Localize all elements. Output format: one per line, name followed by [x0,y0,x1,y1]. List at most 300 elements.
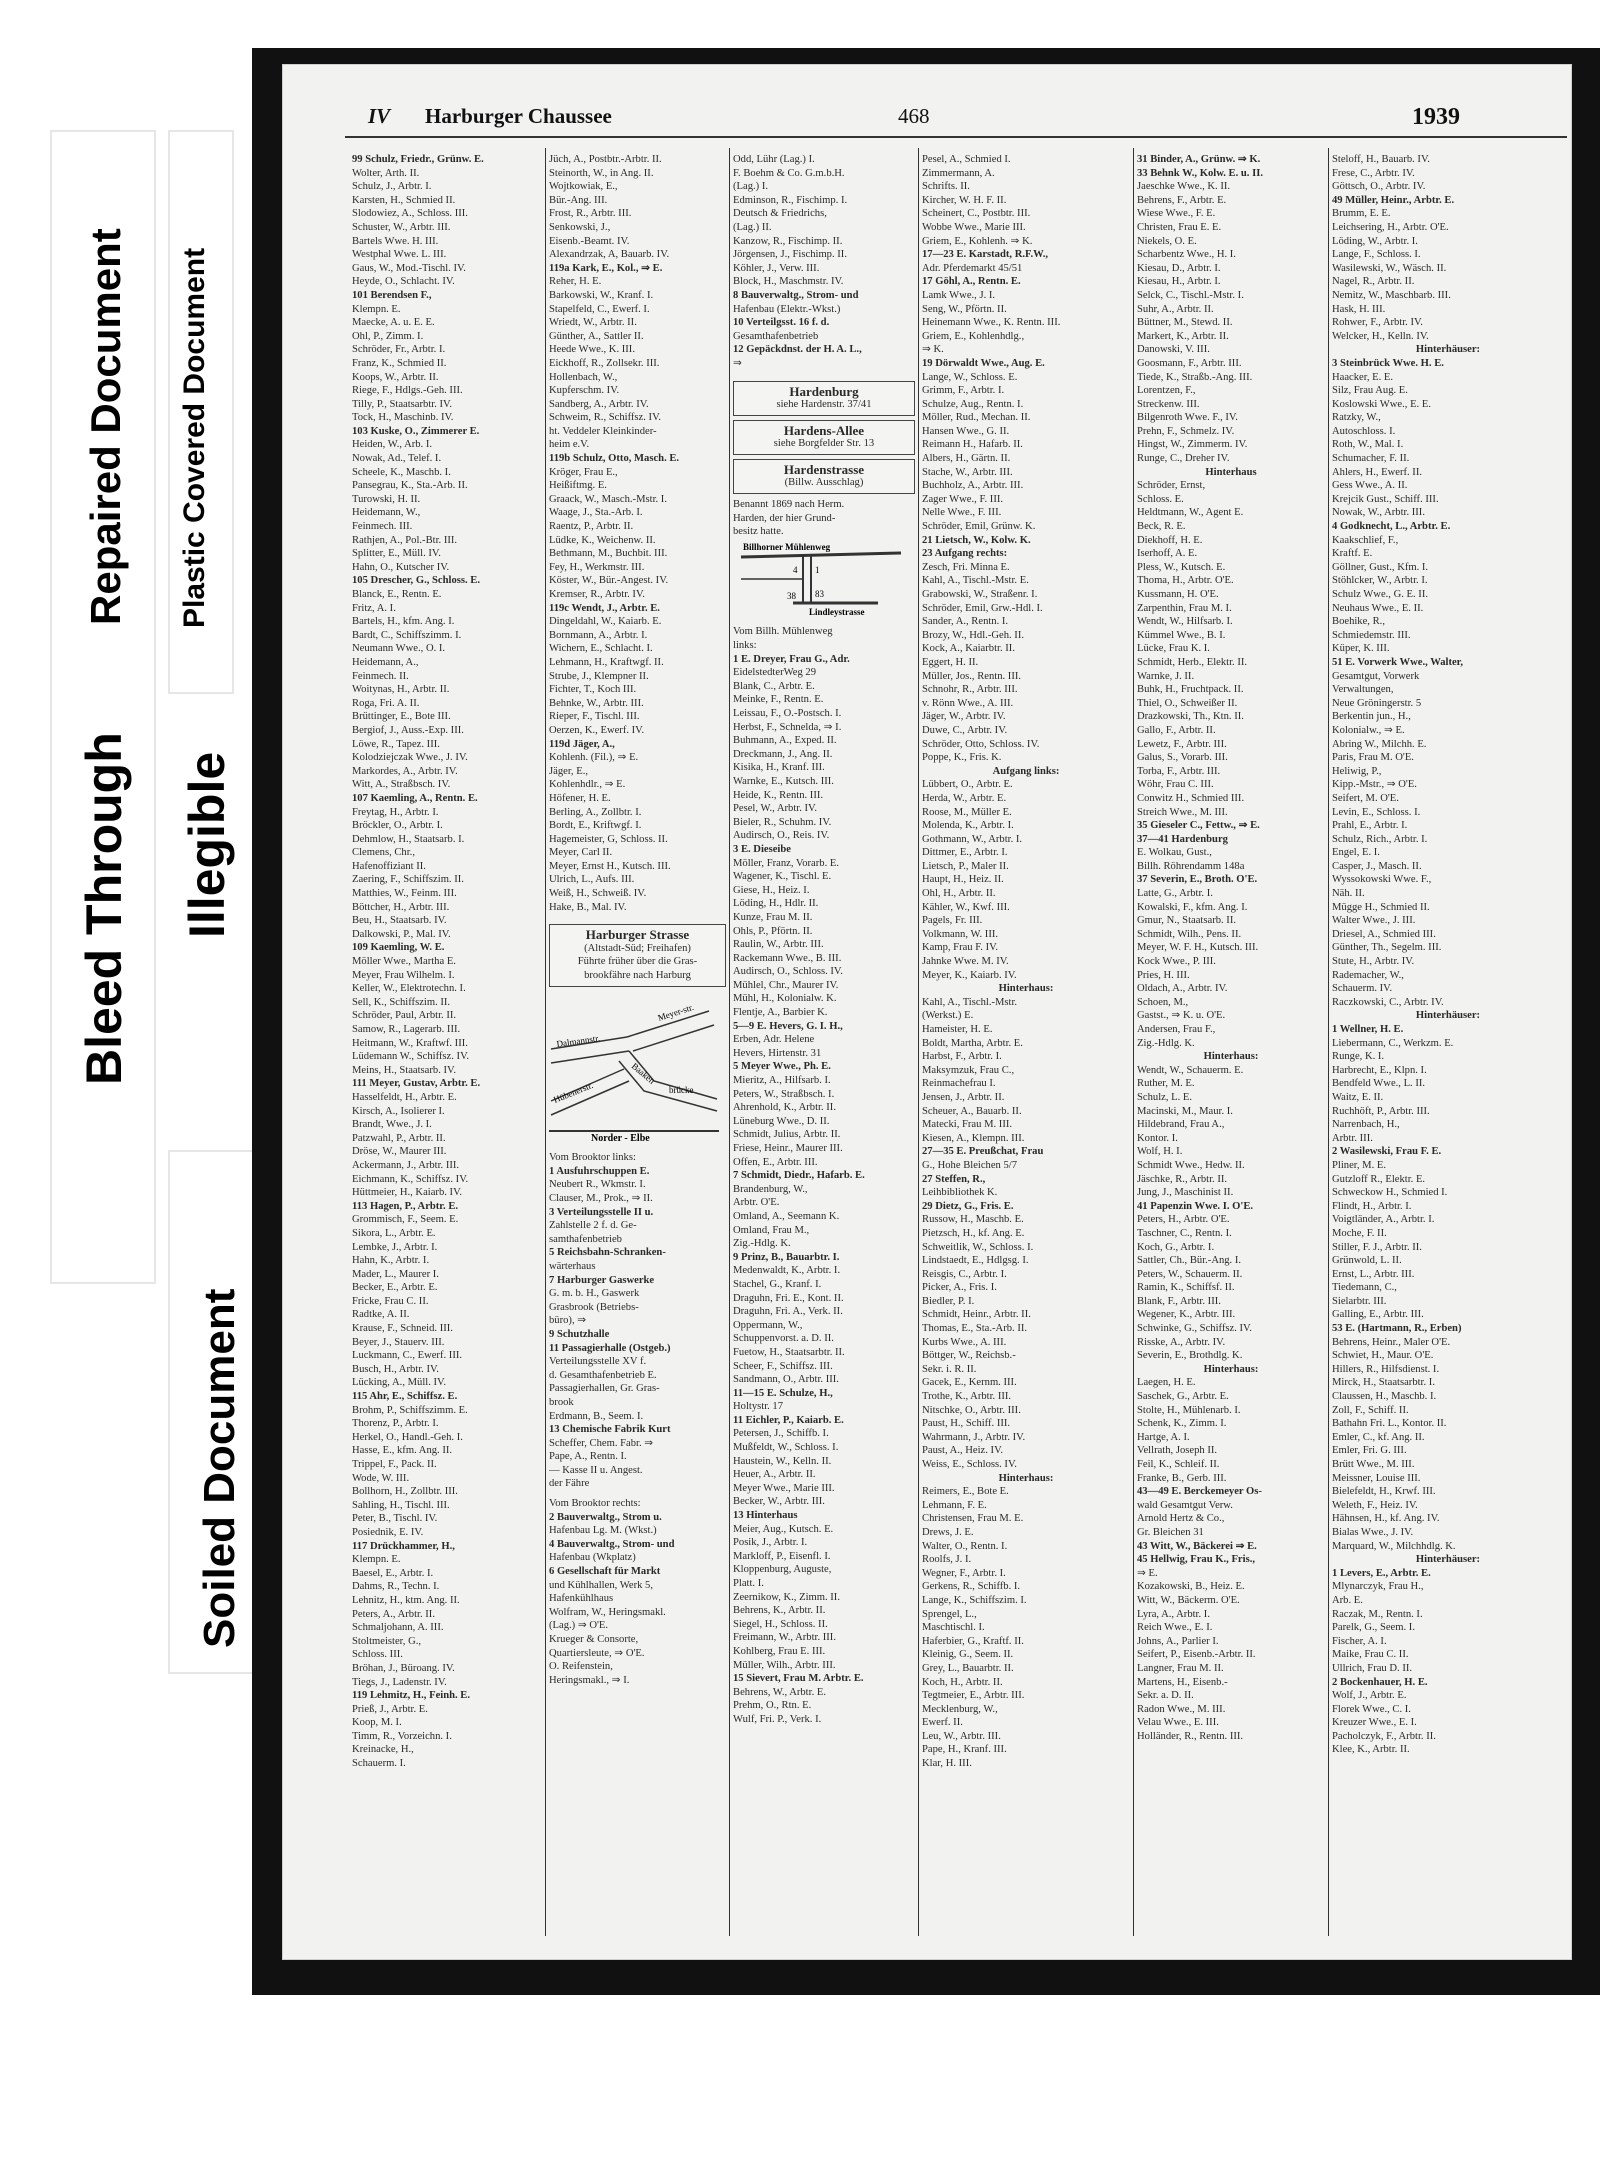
directory-entry: 109 Kaemling, W. E. [352,942,445,954]
directory-entry: Hameister, H. E. [922,1024,993,1035]
directory-entry: Wyssokowski Wwe. F., [1332,874,1432,886]
directory-entry: 115 Ahr, E., Schiffsz. E. [352,1391,458,1403]
directory-entry: Jäschke, R., Arbtr. II. [1137,1173,1228,1185]
directory-entry: Blank, F., Arbtr. III. [1137,1295,1221,1307]
directory-entry: 119 Lehmitz, H., Feinh. E. [352,1690,471,1702]
directory-entry: Jaeschke Wwe., K. II. [1137,181,1231,193]
directory-entry: Meyer, Frau Wilhelm. I. [352,969,455,981]
map-label-dalmann: Dalmannstr. [555,1032,601,1049]
directory-entry: Raulin, W., Arbtr. III. [733,939,824,951]
directory-entry: Kisika, H., Kranf. III. [733,762,825,774]
directory-entry: Kraftf. E. [1332,548,1373,560]
directory-entry: Schröder, Emil, Grw.-Hdl. I. [922,602,1043,614]
directory-entry: Neumann Wwe., O. I. [352,643,446,655]
directory-entry: Wendt, W., Schauerm. E. [1137,1064,1244,1076]
directory-entry: 103 Kuske, O., Zimmerer E. [352,425,480,437]
directory-entry: Hasselfeldt, H., Arbtr. E. [352,1091,457,1103]
directory-entry: Gacek, E., Kernm. III. [922,1377,1017,1389]
directory-entry: Berling, A., Zollbtr. I. [549,806,642,818]
hardenburg-box [733,381,915,416]
directory-entry: Edminson, R., Fischimp. I. [733,194,848,206]
directory-entry: Hasse, E., kfm. Ang. II. [352,1445,453,1457]
harburger-strasse-note: Führte früher über die Gras- [577,956,698,968]
directory-entry: 31 Binder, A., Grünw. ⇒ K. [1137,154,1261,165]
directory-entry: Hollenbach, W., [549,371,618,383]
directory-entry: Behrens, Heinr., Maler O'E. [1332,1336,1451,1348]
directory-entry: Rieper, F., Tischl. III. [549,711,640,723]
directory-entry: Bendfeld Wwe., L. II. [1332,1078,1426,1090]
directory-entry: Böttger, W., Reichsb.- [922,1350,1016,1362]
hardenstrasse-sub: (Billw. Ausschlag) [784,477,864,489]
directory-entry: Friese, Heinr., Maurer III. [733,1143,843,1154]
directory-entry: Hingst, W., Zimmerm. IV. [1137,439,1248,451]
directory-entry: Meyer, Carl II. [549,847,613,859]
directory-entry: Platt. I. [733,1578,764,1589]
directory-entry: Vom Brooktor rechts: [549,1498,641,1510]
directory-entry: Dittmer, E., Arbtr. I. [922,847,1008,859]
directory-entry: Kreuzer Wwe., E. I. [1332,1717,1417,1729]
directory-entry: Schröder, Paul, Arbtr. II. [352,1010,457,1022]
directory-entry: Müller, Jos., Rentn. III. [922,670,1022,682]
directory-entry: Wulf, Fri. P., Verk. I. [733,1713,822,1725]
hardenstrasse-map [733,539,908,621]
directory-entry: Gmur, N., Staatsarb. II. [1137,915,1237,927]
directory-entry: Mader, L., Maurer I. [352,1268,439,1280]
directory-entry: Bethmann, M., Buchbit. III. [549,548,668,560]
directory-entry: d. Gesamthafenbetrieb E. [549,1369,657,1381]
directory-entry: Ullrich, Frau D. II. [1332,1662,1413,1674]
directory-entry: 7 Schmidt, Diedr., Hafarb. E. [733,1170,865,1182]
directory-entry: Hildebrand, Frau A., [1137,1119,1225,1131]
directory-entry: Parelk, G., Seem. I. [1332,1622,1415,1634]
directory-entry: 3 Steinbrück Wwe. H. E. [1332,357,1444,369]
directory-entry: Wiese Wwe., F. E. [1137,208,1216,220]
header-year: 1939 [1412,104,1460,130]
directory-entry: Adr. Pferdemarkt 45/51 [922,262,1023,274]
directory-entry: Schloss. III. [352,1649,403,1661]
directory-entry: Bartels Wwe. H. III. [352,235,439,247]
directory-entry: Flentje, A., Barbier K. [733,1007,828,1019]
directory-entry: 21 Lietsch, W., Kolw. K. [922,534,1031,546]
directory-entry: Prahl, E., Arbtr. I. [1332,820,1408,832]
map-label-brucke: brücke [669,1084,694,1095]
directory-entry: Eisenb.-Beamt. IV. [549,235,630,247]
directory-entry: Neue Gröningerstr. 5 [1332,697,1422,709]
directory-entry: Quartiersleute, ⇒ O'E. [549,1647,645,1659]
directory-entry: Drazkowski, Th., Ktn. II. [1137,711,1244,723]
directory-entry: Baesel, E., Arbtr. I. [352,1567,434,1579]
directory-entry: Frese, C., Arbtr. IV. [1332,167,1415,179]
directory-entry: Griem, E., Kohlenhdlg., [922,330,1025,342]
directory-entry: Haacker, E. E. [1332,371,1394,383]
directory-entry: Hafenbau (Wkplatz) [549,1552,636,1564]
column-4 [922,153,1130,1771]
directory-entry: Schenk, K., Zimm. I. [1137,1418,1227,1430]
directory-entry: Leissau, F., O.-Postsch. I. [733,708,842,719]
directory-entry: Boehike, R., [1332,616,1385,628]
map2-num-1: 1 [815,564,820,575]
directory-entry: Jung, J., Maschinist II. [1137,1187,1234,1199]
directory-entry: Ohls, P., Pförtn. II. [733,925,813,937]
directory-entry: Holländer, R., Rentn. III. [1137,1730,1244,1742]
directory-entry: Lüdke, K., Weichenw. II. [549,534,656,546]
directory-entry: Bielefeldt, H., Krwf. III. [1332,1486,1436,1498]
directory-entry: Löding, H., Hdlr. II. [733,898,819,910]
directory-entry: Kohlberg, Frau E. III. [733,1645,826,1657]
directory-entry: Pietzsch, H., kf. Ang. E. [922,1227,1025,1239]
directory-entry: Torba, F., Arbtr. III. [1137,765,1221,777]
directory-entry: Heidemann, W., [352,507,421,519]
directory-entry: Kupferschm. IV. [549,385,620,397]
directory-entry: Schröder, Fr., Arbtr. I. [352,344,446,356]
directory-entry: Kiesau, D., Arbtr. I. [1137,262,1221,274]
directory-entry: Heede Wwe., K. III. [549,344,635,356]
directory-entry: Reich Wwe., E. I. [1137,1622,1213,1634]
directory-entry: Hevers, Hirtenstr. 31 [733,1047,822,1059]
directory-entry: Göttsch, O., Arbtr. IV. [1332,181,1426,193]
harburger-strasse-sub: (Altstadt-Süd; Freihafen) [584,942,691,954]
directory-entry: Witt, A., Straßbsch. IV. [352,779,451,791]
directory-entry: Scheer, F., Schiffsz. III. [733,1360,833,1372]
column-6 [1332,153,1564,1757]
directory-entry: Heinemann Wwe., K. Rentn. III. [922,317,1061,329]
directory-entry: Runge, C., Dreher IV. [1137,453,1230,465]
directory-entry: samthafenbetrieb [549,1233,622,1245]
directory-entry: Schröder, Otto, Schloss. IV. [922,738,1040,750]
directory-entry: Sielarbtr. III. [1332,1295,1387,1307]
directory-entry: Fichter, T., Koch III. [549,684,637,696]
directory-entry: ⇒ E. [1137,1567,1158,1579]
directory-entry: Ruchhöft, P., Arbtr. III. [1332,1105,1430,1117]
hardens-allee-box [733,420,915,455]
directory-entry: Meyer, W. F. H., Kutsch. III. [1137,942,1259,954]
directory-entry: Busch, H., Arbtr. IV. [352,1363,439,1375]
directory-entry [549,914,726,920]
directory-entry: Zig.-Hdlg. K. [733,1238,791,1250]
directory-entry: Langner, Frau M. II. [1137,1662,1224,1674]
directory-entry: Löding, W., Arbtr. I. [1332,235,1418,247]
directory-entry: Niekels, O. E. [1137,235,1197,247]
directory-entry: Heringsmakl., ⇒ I. [549,1674,630,1686]
directory-entry: Schmidt Wwe., Hedw. II. [1137,1159,1245,1171]
label-bleed-through: Bleed Through [76,732,132,1085]
directory-entry: 33 Behnk W., Kolw. E. u. II. [1137,167,1263,179]
directory-entry: Ramin, K., Schiffsf. II. [1137,1282,1235,1294]
directory-entry: Maike, Frau C. II. [1332,1649,1409,1661]
directory-entry: Thorenz, P., Arbtr. I. [352,1418,439,1430]
directory-entry: Rohwer, F., Arbtr. IV. [1332,317,1423,329]
directory-entry: Kahl, A., Tischl.-Mstr. E. [922,575,1029,587]
directory-entry: Gess Wwe., A. II. [1332,480,1408,492]
directory-entry: Gothmann, W., Arbtr. I. [922,833,1023,845]
directory-entry: Clauser, M., Prok., ⇒ II. [549,1193,653,1204]
directory-entry: Lücking, A., Müll. IV. [352,1377,446,1389]
directory-entry: 19 Dörwaldt Wwe., Aug. E. [922,357,1045,369]
directory-entry: Blank, C., Arbtr. E. [733,680,815,692]
directory-entry: 43 Witt, W., Bäckerei ⇒ E. [1137,1540,1257,1552]
directory-entry: Billh. Röhrendamm 148a [1137,860,1245,872]
directory-entry: Stöhlcker, W., Arbtr. I. [1332,575,1428,587]
directory-entry: Lange, F., Schloss. I. [1332,249,1421,261]
directory-entry: Neubert R., Wkmstr. I. [549,1179,646,1191]
directory-entry: Lehmann, F. E. [922,1499,987,1511]
directory-entry: Poppe, K., Fris. K. [922,752,1002,764]
directory-entry: Meyer Wwe., Marie III. [733,1482,835,1494]
directory-entry: 53 E. (Hartmann, R., Erben) [1332,1323,1462,1335]
directory-entry: Herda, W., Arbtr. E. [922,792,1007,804]
directory-entry: Albers, H., Gärtn. II. [922,453,1011,465]
directory-entry: Zesch, Fri. Minna E. [922,561,1010,573]
directory-entry: Heyde, O., Schlacht. IV. [352,276,455,288]
directory-entry: Böttcher, H., Arbtr. III. [352,901,450,913]
directory-entry: Zager Wwe., F. III. [922,493,1004,505]
directory-entry: Wolf, H. I. [1137,1146,1183,1158]
directory-entry: Feinmech. II. [352,670,409,682]
directory-entry: E. Wolkau, Gust., [1137,847,1212,859]
directory-entry: Löwe, R., Tapez. III. [352,738,440,750]
directory-entry: 6 Gesellschaft für Markt [549,1566,661,1578]
directory-entry: Krause, F., Schneid. III. [352,1323,453,1335]
map2-label-top: Billhorner Mühlenweg [743,541,831,552]
directory-entry: Hafenoffiziant II. [352,860,426,872]
header-page-number: 468 [898,104,930,128]
directory-entry: 17—23 E. Karstadt, R.F.W., [922,249,1049,261]
directory-entry: Hahn, O., Kutscher IV. [352,561,450,573]
directory-entry: Paris, Frau M. O'E. [1332,752,1414,764]
directory-entry: Schweitlik, W., Schloss. I. [922,1241,1034,1253]
directory-entry: Müller, Wilh., Arbtr. III. [733,1659,836,1671]
directory-entry: Schweim, R., Schiffsz. IV. [549,412,662,424]
directory-entry: Buhmann, A., Exped. II. [733,735,837,747]
directory-entry: Lücke, Frau K. I. [1137,643,1210,655]
directory-entry: Lyra, A., Arbtr. I. [1137,1608,1210,1620]
directory-entry: Molenda, K., Arbtr. I. [922,820,1014,832]
directory-entry: Sekr. i. R. II. [922,1363,977,1375]
directory-entry: Driesel, A., Schmied III. [1332,928,1436,940]
directory-entry: Buhk, H., Fruchtpack. II. [1137,684,1244,696]
directory-entry: Omland, A., Seemann K. [733,1210,840,1222]
directory-entry: Kanzow, R., Fischimp. II. [733,235,843,247]
directory-entry: Wöhr, Frau C. III. [1137,779,1214,791]
directory-entry: Riege, F., Hdlgs.-Geh. III. [352,385,463,397]
directory-entry: Rackemann Wwe., B. III. [733,952,842,964]
directory-entry: Eggert, H. II. [922,656,979,668]
directory-entry: Tiede, K., Straßb.-Ang. III. [1137,371,1253,383]
directory-entry: Haupt, H., Heiz. II. [922,874,1004,886]
directory-entry: Sahling, H., Tischl. III. [352,1499,450,1511]
directory-entry: 51 E. Vorwerk Wwe., Walter, [1332,656,1464,668]
directory-entry: Strube, J., Klempner II. [549,670,649,682]
directory-entry: Stachel, G., Kranf. I. [733,1278,822,1290]
directory-entry: Mühlel, Chr., Maurer IV. [733,979,839,991]
column-1 [352,153,542,1771]
directory-entry: Prieß, J., Arbtr. E. [352,1703,428,1715]
directory-entry [733,371,915,377]
directory-entry: 101 Berendsen F., [352,289,432,301]
directory-entry: Matthies, W., Feinm. III. [352,888,457,900]
directory-entry: Wegner, F., Arbtr. I. [922,1567,1006,1579]
directory-entry: Schulze, Aug., Rentn. I. [922,398,1024,410]
directory-entry: 27 Steffen, R., [922,1173,986,1185]
directory-entry: Weleth, F., Heiz. IV. [1332,1499,1418,1511]
directory-entry: Radon Wwe., M. III. [1137,1703,1226,1715]
directory-entry: Block, H., Maschmstr. IV. [733,276,844,288]
directory-entry: Audirsch, O., Reis. IV. [733,830,830,842]
directory-entry: Hansen Wwe., G. II. [922,425,1010,437]
directory-entry: Narrenbach, H., [1332,1119,1400,1131]
directory-entry: 4 Godknecht, L., Arbtr. E. [1332,521,1451,533]
directory-entry: Mecklenburg, W., [922,1703,998,1715]
directory-entry: Wriedt, W., Arbtr. II. [549,317,637,329]
directory-entry: Prehm, O., Rtn. E. [733,1700,812,1712]
directory-entry: Kremser, R., Arbtr. IV. [549,589,645,600]
directory-entry: Reinmachefrau I. [922,1078,996,1090]
directory-entry: Arbtr. O'E. [733,1197,780,1209]
directory-entry: Becker, W., Arbtr. III. [733,1496,825,1508]
directory-entry: Picker, A., Fris. I. [922,1282,997,1294]
directory-entry: Andersen, Frau F., [1137,1024,1216,1035]
directory-entry: Schloss. E. [1137,493,1184,505]
directory-entry: 2 Bauverwaltg., Strom u. [549,1511,662,1523]
directory-entry: Kahl, A., Tischl.-Mstr. [922,996,1018,1008]
directory-entry: Dalkowski, P., Mal. IV. [352,928,451,940]
directory-entry: Schmidt, Heinr., Arbtr. II. [922,1309,1031,1321]
directory-entry: Hake, B., Mal. IV. [549,901,627,913]
directory-entry: 111 Meyer, Gustav, Arbtr. E. [352,1078,481,1090]
directory-entry: Krejcik Gust., Schiff. III. [1332,493,1439,505]
directory-entry: Bergiof, J., Auss.-Exp. III. [352,724,464,736]
directory-entry: Steinorth, W., in Ang. II. [549,167,654,179]
directory-entry: Streckenw. III. [1137,398,1200,410]
scan-border-bottom [252,1960,1600,1995]
directory-entry: Wolf, J., Arbtr. E. [1332,1690,1407,1702]
directory-entry: Pansegrau, K., Sta.-Arb. II. [352,480,468,492]
directory-entry: Hartge, A. I. [1137,1431,1190,1443]
directory-entry: Duwe, C., Arbtr. IV. [922,724,1008,736]
directory-entry: Kohlenhdlr., ⇒ E. [549,779,626,791]
directory-entry: brook [549,1396,574,1408]
directory-entry: Buchholz, A., Arbtr. III. [922,480,1024,492]
directory-entry: Markert, K., Arbtr. II. [1137,330,1229,342]
directory-entry: 7 Harburger Gaswerke [549,1274,655,1286]
directory-entry: Johns, A., Parlier I. [1137,1635,1219,1647]
directory-entry: Arbtr. III. [1332,1132,1373,1144]
directory-entry: Thomas, E., Sta.-Arb. II. [922,1323,1028,1335]
directory-entry: Bieler, R., Schuhm. IV. [733,816,832,828]
directory-entry: Keller, W., Elektrotechn. I. [352,983,466,995]
directory-entry: Giese, H., Heiz. I. [733,884,810,896]
directory-entry: Gr. Bleichen 31 [1137,1526,1204,1538]
directory-entry: Haferbier, G., Kraftf. II. [922,1635,1024,1647]
directory-entry: Hillers, R., Hilfsdienst. I. [1332,1363,1440,1375]
directory-entry: Brumm, E. E. [1332,208,1391,220]
directory-entry: 107 Kaemling, A., Rentn. E. [352,792,478,804]
directory-entry: Schumacher, F. II. [1332,453,1410,465]
directory-entry: Roose, M., Müller E. [922,806,1012,818]
scan-border-right [1572,48,1600,1995]
directory-entry: Iserhoff, A. E. [1137,548,1198,560]
directory-entry: Reher, H. E. [549,276,602,288]
directory-entry: 11—15 E. Schulze, H., [733,1387,833,1399]
directory-entry: Schauerm. IV. [1332,983,1393,995]
directory-entry: Schmidt, Herb., Elektr. II. [1137,656,1248,668]
directory-entry: Splitter, E., Müll. IV. [352,548,441,560]
directory-entry: Nelle Wwe., F. III. [922,507,1002,519]
directory-entry: 13 Chemische Fabrik Kurt [549,1424,671,1436]
directory-entry: Köhler, J., Verw. III. [733,262,820,274]
directory-entry: Peters, A., Arbtr. II. [352,1608,435,1620]
directory-entry: 17 Göhl, A., Rentn. E. [922,276,1021,288]
directory-entry: Selck, C., Tischl.-Mstr. I. [1137,289,1244,301]
directory-entry: Hafenkühlhaus [549,1593,614,1605]
directory-entry: Schuppenvorst. a. D. II. [733,1333,834,1345]
directory-entry: Westphal Wwe. L. III. [352,249,447,261]
directory-entry: 37—41 Hardenburg [1137,833,1228,845]
directory-entry: Meyer, Ernst H., Kutsch. III. [549,860,671,872]
directory-entry: Slodowiez, A., Schloss. III. [352,208,468,220]
directory-entry: Zimmermann, A. [922,167,995,179]
directory-entry: Büttner, M., Stewd. II. [1137,317,1233,329]
directory-entry: Weiß, H., Schweiß. IV. [549,888,647,900]
directory-entry: Lewetz, F., Arbtr. III. [1137,738,1227,750]
directory-entry: 3 Verteilungsstelle II u. [549,1206,654,1218]
directory-entry: ⇒ K. [922,344,944,356]
directory-entry: 4 Bauverwaltg., Strom- und [549,1538,675,1550]
directory-entry: Ahrenhold, K., Arbtr. II. [733,1102,836,1114]
directory-entry: Posik, J., Arbtr. I. [733,1537,808,1549]
directory-entry: Schulz, L. E. [1137,1091,1193,1103]
directory-entry: Witt, W., Bäckerm. O'E. [1137,1594,1240,1606]
directory-entry: Suhr, A., Arbtr. II. [1137,303,1214,315]
directory-entry: Wegener, K., Arbtr. III. [1137,1309,1236,1321]
directory-entry: Drews, J. E. [922,1526,974,1538]
hardenburg-title: Hardenburg [789,383,859,399]
directory-entry: Kussmann, H. O'E. [1137,589,1219,600]
directory-entry: Stoltmeister, G., [352,1635,422,1647]
directory-entry: Prehn, F., Schmelz. IV. [1137,425,1235,437]
directory-entry: Deutsch & Friedrichs, [733,208,827,220]
directory-entry: Kaakschlief, F., [1332,534,1399,546]
directory-entry: Neuhaus Wwe., E. II. [1332,602,1424,614]
directory-entry: Conwitz H., Schmied III. [1137,792,1245,804]
directory-entry: Schuster, W., Arbtr. III. [352,221,451,233]
column-rule-2 [729,148,730,1936]
directory-entry: G. m. b. H., Gaswerk [549,1288,640,1300]
directory-entry: Medenwaldt, K., Arbtr. I. [733,1265,841,1277]
directory-entry: Scheinert, C., Postbtr. III. [922,208,1031,220]
directory-entry: Mirck, H., Staatsarbtr. I. [1332,1377,1435,1389]
directory-entry: Gutzloff R., Elektr. E. [1332,1173,1426,1185]
directory-entry: 1 E. Dreyer, Frau G., Adr. [733,653,850,665]
harburger-strasse-title: Harburger Strasse [585,927,690,943]
directory-entry: Schoen, M., [1137,996,1189,1008]
directory-entry: Emler, Fri. G. III. [1332,1445,1407,1457]
directory-entry: Volkmann, W. III. [922,928,999,940]
directory-entry: Ohl, P., Zimm. I. [352,330,424,342]
directory-entry: Meissner, Louise III. [1332,1472,1421,1484]
directory-entry: Stute, H., Arbtr. IV. [1332,956,1415,968]
directory-entry: Wagener, K., Tischl. E. [733,871,832,883]
directory-entry: Runge, K. I. [1332,1051,1385,1063]
directory-entry: Freytag, H., Arbtr. I. [352,806,439,818]
directory-entry: Bardt, C., Schiffszimm. I. [352,629,462,641]
directory-entry: Leichsering, H., Arbtr. O'E. [1332,221,1449,233]
directory-entry: Gaus, W., Mod.-Tischl. IV. [352,262,466,274]
directory-entry: Hafenbau (Elektr.-Wkst.) [733,303,841,315]
directory-entry: Küper, K. III. [1332,643,1390,655]
directory-entry: Kolonialw., ⇒ E. [1332,724,1405,736]
directory-entry: Freimann, W., Arbtr. III. [733,1632,836,1644]
